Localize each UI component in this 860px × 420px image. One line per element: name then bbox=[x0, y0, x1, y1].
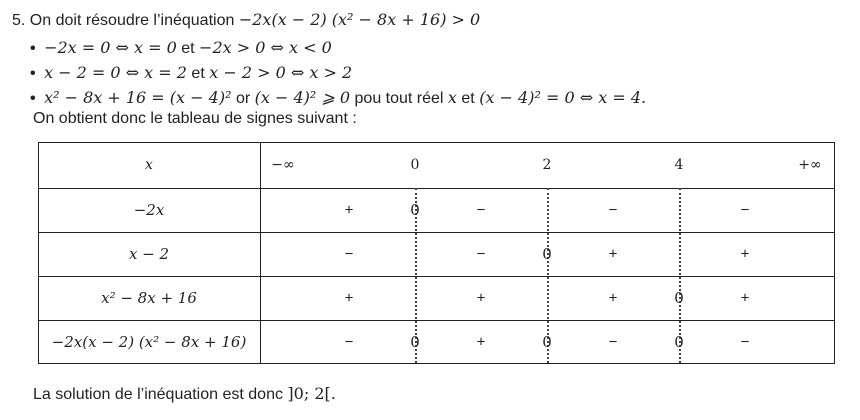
row-label: x − 2 bbox=[128, 245, 170, 263]
sign-table bbox=[38, 142, 835, 364]
bullet-1-word: et bbox=[181, 40, 195, 57]
sign-cell: + bbox=[608, 289, 618, 307]
row-label: x² − 8x + 16 bbox=[101, 289, 197, 307]
sign-cell: + bbox=[476, 289, 486, 307]
sign-cell: − bbox=[608, 333, 618, 351]
inequality: −2x(x − 2) (x² − 8x + 16) > 0 bbox=[238, 10, 481, 29]
zero-cell: 0 bbox=[674, 289, 684, 307]
row-label: −2x(x − 2) (x² − 8x + 16) bbox=[51, 333, 247, 351]
header-value-0: 0 bbox=[410, 157, 420, 173]
sign-cell: − bbox=[344, 333, 354, 351]
solution-interval: ]0; 2[. bbox=[287, 384, 336, 403]
bullet-1-math-2: −2x > 0 ⇔ x < 0 bbox=[199, 38, 332, 57]
zero-cell: 0 bbox=[542, 333, 552, 351]
conclusion-text: La solution de l’inéquation est donc bbox=[33, 386, 283, 403]
bullet-1-math-1: −2x = 0 ⇔ x = 0 bbox=[44, 38, 177, 57]
bullet-line-1 bbox=[30, 38, 332, 58]
row-divider bbox=[39, 232, 834, 233]
sign-cell: − bbox=[608, 201, 618, 219]
bullet-icon: • bbox=[30, 90, 36, 107]
bullet-3-word-3: et bbox=[461, 90, 475, 107]
sign-cell: + bbox=[476, 333, 486, 351]
zero-cell: 0 bbox=[542, 245, 552, 263]
row-divider bbox=[39, 320, 834, 321]
bullet-line-2 bbox=[30, 63, 352, 83]
header-value-4: 4 bbox=[674, 157, 684, 173]
bullet-3-math-1: x² − 8x + 16 = (x − 4)² bbox=[44, 88, 232, 107]
sign-cell: − bbox=[740, 333, 750, 351]
bullet-2-math-2: x − 2 > 0 ⇔ x > 2 bbox=[209, 63, 353, 82]
problem-statement bbox=[12, 10, 480, 30]
table-intro: On obtient donc le tableau de signes suivant : bbox=[33, 110, 357, 127]
sign-cell: + bbox=[740, 245, 750, 263]
bullet-icon: • bbox=[30, 65, 36, 82]
bullet-icon: • bbox=[30, 40, 36, 57]
bullet-3-math-2: (x − 4)² ⩾ 0 bbox=[254, 88, 351, 107]
header-value-minus-infinity: −∞ bbox=[271, 157, 295, 173]
problem-intro: On doit résoudre l’inéquation bbox=[29, 12, 235, 29]
sign-cell: − bbox=[344, 245, 354, 263]
zero-cell: 0 bbox=[674, 333, 684, 351]
header-value-plus-infinity: +∞ bbox=[798, 157, 822, 173]
sign-cell: − bbox=[740, 201, 750, 219]
row-divider bbox=[39, 276, 834, 277]
conclusion bbox=[33, 384, 336, 404]
bullet-line-3 bbox=[30, 88, 646, 108]
sign-cell: + bbox=[740, 289, 750, 307]
problem-number: 5. bbox=[12, 12, 26, 29]
header-value-2: 2 bbox=[542, 157, 552, 173]
bullet-3-word-1: or bbox=[235, 90, 251, 107]
row-label: −2x bbox=[133, 201, 165, 219]
bullet-2-word: et bbox=[191, 65, 205, 82]
bullet-3-var: x bbox=[447, 88, 457, 107]
header-variable: x bbox=[145, 157, 153, 173]
sign-cell: + bbox=[344, 289, 354, 307]
column-divider bbox=[260, 143, 261, 363]
sign-cell: + bbox=[344, 201, 354, 219]
zero-cell: 0 bbox=[410, 201, 420, 219]
row-divider bbox=[39, 188, 834, 189]
zero-cell: 0 bbox=[410, 333, 420, 351]
sign-cell: − bbox=[476, 245, 486, 263]
bullet-3-word-2: pou tout réel bbox=[354, 90, 444, 107]
sign-cell: − bbox=[476, 201, 486, 219]
bullet-2-math-1: x − 2 = 0 ⇔ x = 2 bbox=[44, 63, 187, 82]
sign-cell: + bbox=[608, 245, 618, 263]
bullet-3-math-3: (x − 4)² = 0 ⇔ x = 4. bbox=[479, 88, 647, 107]
